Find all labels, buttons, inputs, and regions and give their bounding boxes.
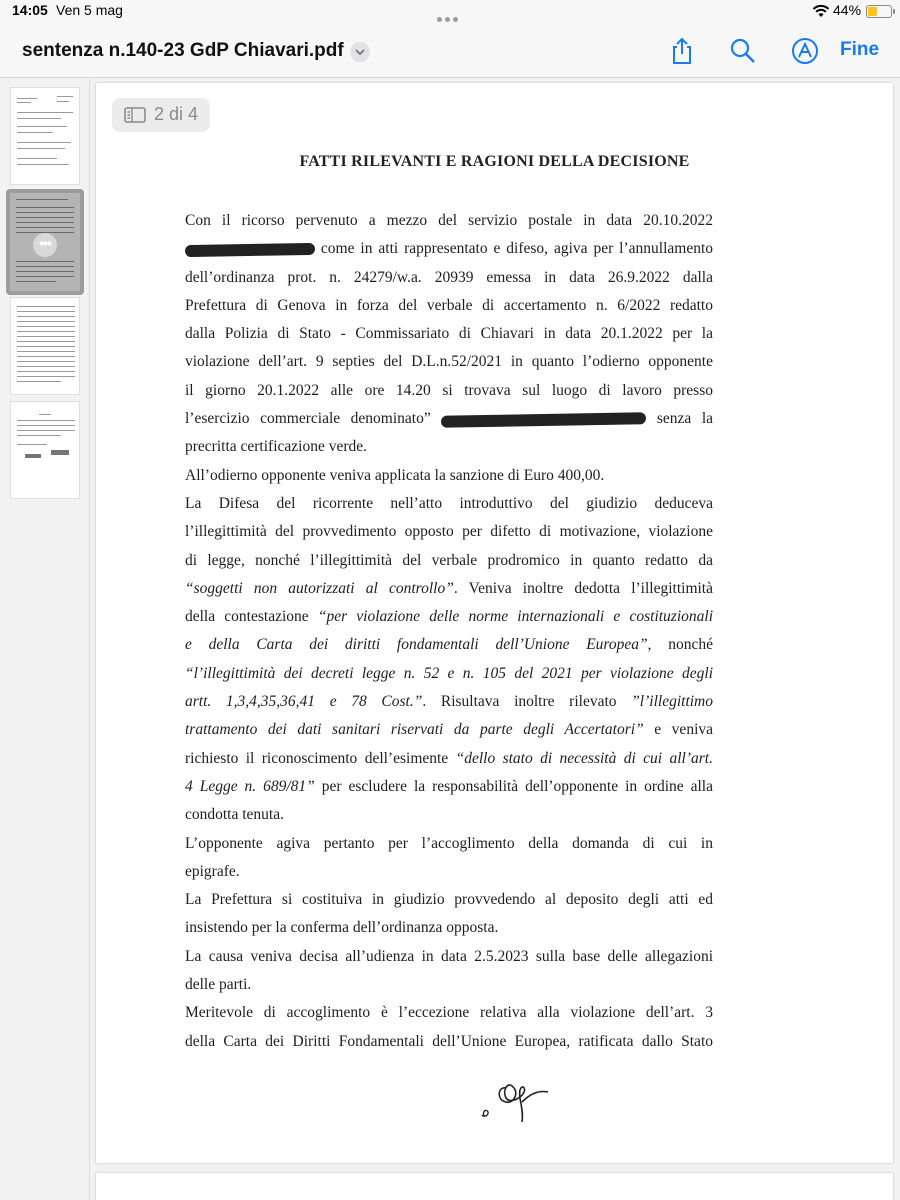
text-line: Meritevole di accoglimento è l’eccezione relativa alla violazione dell’art. 3 <box>185 1004 713 1022</box>
page-thumbnail-3[interactable] <box>10 297 80 395</box>
page-indicator[interactable] <box>112 98 210 132</box>
text-line: condotta tenuta. <box>185 806 284 824</box>
status-bar <box>0 0 900 24</box>
search-icon[interactable] <box>728 36 758 66</box>
text-line: e della Carta dei diritti fondamentali dell’Unione Europea”, nonché <box>185 636 713 654</box>
text-line: come in atti rappresentato e difeso, agiva per l’annullamento <box>185 235 713 263</box>
text-line: 4 Legge n. 689/81” per escludere la responsabilità dell’opponente in ordine alla <box>185 777 713 795</box>
redaction <box>441 412 646 428</box>
page-thumbnail-4[interactable] <box>10 401 80 499</box>
more-options-icon[interactable]: ••• <box>33 233 57 257</box>
chevron-down-icon[interactable] <box>350 42 370 62</box>
text-line: Con il ricorso pervenuto a mezzo del servizio postale in data 20.10.2022 <box>185 212 713 229</box>
thumbnail-sidebar <box>0 79 90 1200</box>
next-document-page[interactable] <box>96 1173 893 1200</box>
text-line: “soggetti non autorizzati al controllo”. Veniva inoltre dedotta l’illegittimità <box>185 579 713 597</box>
text-line: il giorno 20.1.2022 alle ore 14.20 si trovava sul luogo di lavoro presso <box>185 381 713 399</box>
text-line: delle parti. <box>185 976 252 994</box>
text-line: violazione dell’art. 9 septies del D.L.n.52/2021 in quanto l’odierno opponente <box>185 353 713 371</box>
multitasking-dots-icon[interactable] <box>437 9 465 15</box>
text-line: precritta certificazione verde. <box>185 438 368 456</box>
text-line: l’esercizio commerciale denominato” senza la <box>185 410 714 428</box>
text-line: trattamento dei dati sanitari riservati da parte degli Accertatori” e veniva <box>185 721 714 739</box>
text-line: della contestazione “per violazione delle norme internazionali e costituzionali <box>185 608 714 626</box>
battery-fill <box>868 7 877 16</box>
done-button[interactable]: Fine <box>840 39 880 60</box>
text-line: La causa veniva decisa all’udienza in data 2.5.2023 sulla base delle allegazioni <box>185 947 713 965</box>
document-page[interactable] <box>96 83 893 1163</box>
status-time: 14:05 <box>12 2 48 18</box>
toolbar <box>0 24 900 78</box>
text-line: epigrafe. <box>185 862 240 880</box>
text-line: della Carta dei Diritti Fondamentali dell’Unione Europea, ratificata dallo Stato <box>185 1032 713 1050</box>
document-body <box>185 207 713 1056</box>
document-heading: FATTI RILEVANTI E RAGIONI DELLA DECISIONE <box>299 153 690 170</box>
sidebar-toggle-icon <box>124 107 146 123</box>
battery-icon <box>866 5 892 18</box>
wifi-icon <box>812 4 830 18</box>
text-line: Prefettura di Genova in forza del verbale di accertamento n. 6/2022 redatto <box>185 296 713 314</box>
text-line: dell’ordinanza prot. n. 24279/w.a. 20939 emessa in data 26.9.2022 dalla <box>185 268 713 286</box>
share-icon[interactable] <box>667 36 697 66</box>
text-line: artt. 1,3,4,35,36,41 e 78 Cost.”. Risultava inoltre rilevato ”l’illegittimo <box>185 693 713 711</box>
document-title[interactable]: sentenza n.140-23 GdP Chiavari.pdf <box>22 40 344 61</box>
text-line: La Difesa del ricorrente nell’atto introduttivo del giudizio deduceva <box>185 494 713 512</box>
text-line: insistendo per la conferma dell’ordinanza opposta. <box>185 919 499 937</box>
page-thumbnail-1[interactable] <box>10 87 80 185</box>
text-line: All’odierno opponente veniva applicata la sanzione di Euro 400,00. <box>185 466 605 484</box>
text-line: dalla Polizia di Stato - Commissariato di Chiavari in data 20.1.2022 per la <box>185 325 713 343</box>
battery-percentage: 44% <box>833 2 862 18</box>
handwritten-signature <box>476 1068 566 1128</box>
text-line: richiesto il riconoscimento dell’esimente “dello stato di necessità di cui all’art. <box>185 749 713 767</box>
text-line: “l’illegittimità dei decreti legge n. 52 e n. 105 del 2021 per violazione degli <box>185 664 713 682</box>
markup-icon[interactable] <box>790 36 820 66</box>
page-thumbnail-2-selected[interactable] <box>6 189 84 295</box>
text-line: La Prefettura si costituiva in giudizio provvedendo al deposito degli atti ed <box>185 891 713 909</box>
page-indicator-label: 2 di 4 <box>154 104 199 124</box>
text-line: L’opponente agiva pertanto per l’accoglimento della domanda di cui in <box>185 834 713 852</box>
status-date: Ven 5 mag <box>56 2 123 18</box>
redaction <box>185 243 315 257</box>
text-line: l’illegittimità del provvedimento opposto per difetto di motivazione, violazione <box>185 523 713 541</box>
text-line: di legge, nonché l’illegittimità del verbale prodromico in quanto redatto da <box>185 551 713 569</box>
